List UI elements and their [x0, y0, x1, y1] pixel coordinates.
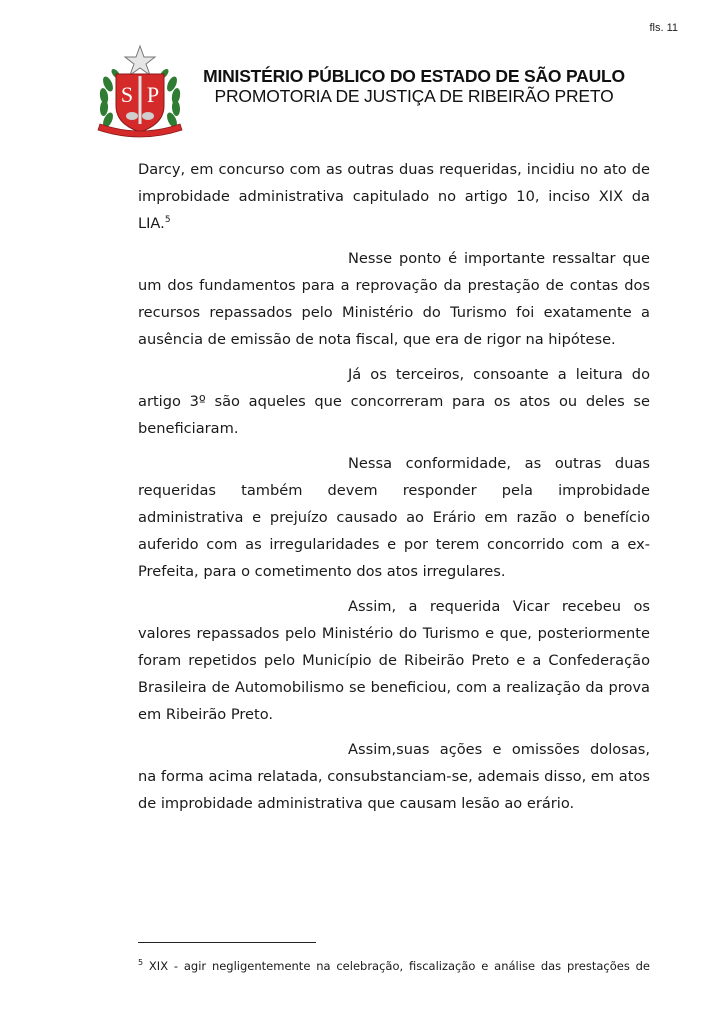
svg-text:S: S — [120, 82, 134, 107]
footnote-marker: 5 — [138, 958, 144, 967]
institution-subtitle: PROMOTORIA DE JUSTIÇA DE RIBEIRÃO PRETO — [214, 86, 614, 106]
paragraph: Nessa conformidade, as outras duas requeridas também devem responder pela improbidade administrativa e prejuízo causado ao Erário em razão o benefício auferido com as irregularidades e por terem concorrido com a ex-Prefeita, para o cometimento dos atos irregulares. — [138, 455, 650, 580]
paragraph-text: Darcy, em concurso com as outras duas requeridas, incidiu no ato de improbidade administrativa capitulado no artigo 10, inciso XIX da LIA. — [138, 161, 650, 232]
institution-title: MINISTÉRIO PÚBLICO DO ESTADO DE SÃO PAULO — [203, 66, 625, 86]
document-header — [180, 66, 648, 106]
paragraph: Assim,suas ações e omissões dolosas, na forma acima relatada, consubstanciam-se, ademais disso, em atos de improbidade administrativa que causam lesão ao erário. — [138, 741, 650, 812]
paragraph — [138, 156, 650, 237]
paragraph: Já os terceiros, consoante a leitura do artigo 3º são aqueles que concorreram para os atos ou deles se beneficiaram. — [138, 366, 650, 437]
footnote-text: XIX - agir negligentemente na celebração, fiscalização e análise das prestações de — [148, 959, 651, 973]
document-body — [138, 156, 650, 825]
sao-paulo-coat-of-arms-logo — [94, 44, 186, 144]
footnote — [138, 958, 650, 974]
paragraph: Nesse ponto é importante ressaltar que um dos fundamentos para a reprovação da prestação de contas dos recursos repassados pelo Ministério do Turismo foi exatamente a ausência de emissão de nota fiscal, que era de rigor na hipótese. — [138, 250, 650, 348]
paragraph: Assim, a requerida Vicar recebeu os valores repassados pelo Ministério do Turismo e que, posteriormente foram repetidos pelo Município de Ribeirão Preto e a Confederação Brasileira de Automobilismo se beneficiou, com a realização da prova em Ribeirão Preto. — [138, 598, 650, 723]
footnote-reference[interactable]: 5 — [164, 215, 171, 225]
folio-number: fls. 11 — [649, 22, 678, 34]
footnote-divider — [138, 942, 316, 943]
svg-text:P: P — [146, 82, 160, 107]
